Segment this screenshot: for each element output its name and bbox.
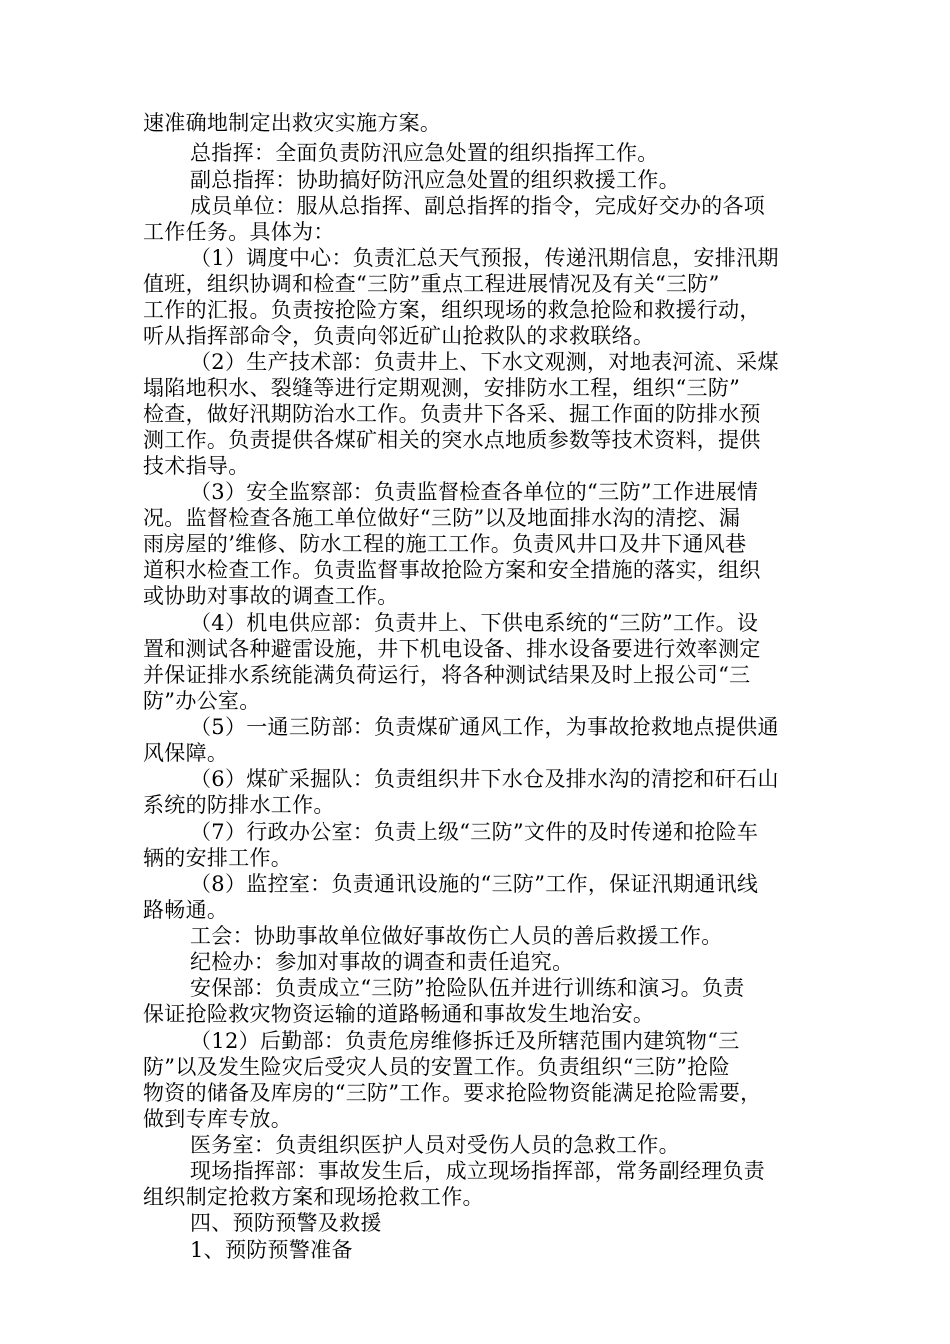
- text-line: （2）生产技术部：负责井上、下水文观测，对地表河流、采煤: [190, 350, 779, 374]
- text-line: 况。监督检查各施工单位做好“三防”以及地面排水沟的清挖、漏: [143, 506, 741, 530]
- text-line: 副总指挥：协助搞好防汛应急处置的组织救援工作。: [190, 168, 680, 192]
- text-line: 工作任务。具体为：: [143, 220, 335, 244]
- text-line: 辆的安排工作。: [143, 846, 293, 870]
- text-line: 组织制定抢救方案和现场抢救工作。: [143, 1185, 484, 1209]
- text-line: （12）后勤部：负责危房维修拆迁及所辖范围内建筑物“三: [190, 1029, 740, 1053]
- text-line: 道积水检查工作。负责监督事故抢险方案和安全措施的落实，组织: [143, 558, 761, 582]
- text-line: 现场指挥部：事故发生后，成立现场指挥部，常务副经理负责: [190, 1159, 766, 1183]
- text-line: 风保障。: [143, 741, 229, 765]
- text-line: 检查，做好汛期防治水工作。负责井下各采、掘工作面的防排水预: [143, 402, 761, 426]
- text-line: 值班，组织协调和检查“三防”重点工程进展情况及有关“三防”: [143, 272, 720, 296]
- text-line: 成员单位：服从总指挥、副总指挥的指令，完成好交办的各项: [190, 194, 766, 218]
- text-line: 系统的防排水工作。: [143, 793, 335, 817]
- text-line: 测工作。负责提供各煤矿相关的突水点地质参数等技术资料，提供: [143, 428, 761, 452]
- text-line: 做到专库专放。: [143, 1107, 293, 1131]
- text-line: （5）一通三防部：负责煤矿通风工作，为事故抢救地点提供通: [190, 715, 779, 739]
- text-line: 置和测试各种避雷设施，井下机电设备、排水设备要进行效率测定: [143, 637, 761, 661]
- text-line: 防”以及发生险灾后受灾人员的安置工作。负责组织“三防”抢险: [143, 1055, 730, 1079]
- text-line: 防”办公室。: [143, 689, 261, 713]
- text-line: 医务室：负责组织医护人员对受伤人员的急救工作。: [190, 1133, 680, 1157]
- text-line: 安保部：负责成立“三防”抢险队伍并进行训练和演习。负责: [190, 976, 745, 1000]
- text-line: 工作的汇报。负责按抢险方案，组织现场的救急抢险和救援行动，: [143, 298, 761, 322]
- text-line: 或协助对事故的调查工作。: [143, 584, 399, 608]
- text-line: （8）监控室：负责通讯设施的“三防”工作，保证汛期通讯线: [190, 872, 759, 896]
- text-line: （3）安全监察部：负责监督检查各单位的“三防”工作进展情: [190, 480, 759, 504]
- text-line: 四、预防预警及救援: [190, 1211, 382, 1235]
- text-line: 并保证排水系统能满负荷运行，将各种测试结果及时上报公司“三: [143, 663, 751, 687]
- text-line: （4）机电供应部：负责井上、下供电系统的“三防”工作。设: [190, 611, 759, 635]
- text-line: 路畅通。: [143, 898, 229, 922]
- text-line: （1）调度中心：负责汇总天气预报，传递汛期信息，安排汛期: [190, 246, 779, 270]
- text-line: （7）行政办公室：负责上级“三防”文件的及时传递和抢险车: [190, 820, 759, 844]
- text-line: 雨房屋的’维修、防水工程的施工工作。负责风井口及井下通风巷: [143, 532, 747, 556]
- text-line: 总指挥：全面负责防汛应急处置的组织指挥工作。: [190, 141, 659, 165]
- text-line: 听从指挥部命令，负责向邻近矿山抢救队的求救联络。: [143, 324, 655, 348]
- text-line: 物资的储备及库房的“三防”工作。要求抢险物资能满足抢险需要，: [143, 1081, 762, 1105]
- text-line: 技术指导。: [143, 454, 250, 478]
- text-line: 纪检办：参加对事故的调查和责任追究。: [190, 950, 574, 974]
- text-line: 工会：协助事故单位做好事故伤亡人员的善后救援工作。: [190, 924, 723, 948]
- text-line: （6）煤矿采掘队：负责组织井下水仓及排水沟的清挖和矸石山: [190, 767, 779, 791]
- text-line: 1、预防预警准备: [190, 1238, 353, 1262]
- text-line: 塌陷地积水、裂缝等进行定期观测，安排防水工程，组织“三防”: [143, 376, 741, 400]
- text-line: 保证抢险救灾物资运输的道路畅通和事故发生地治安。: [143, 1002, 655, 1026]
- text-line: 速准确地制定出救灾实施方案。: [143, 111, 442, 135]
